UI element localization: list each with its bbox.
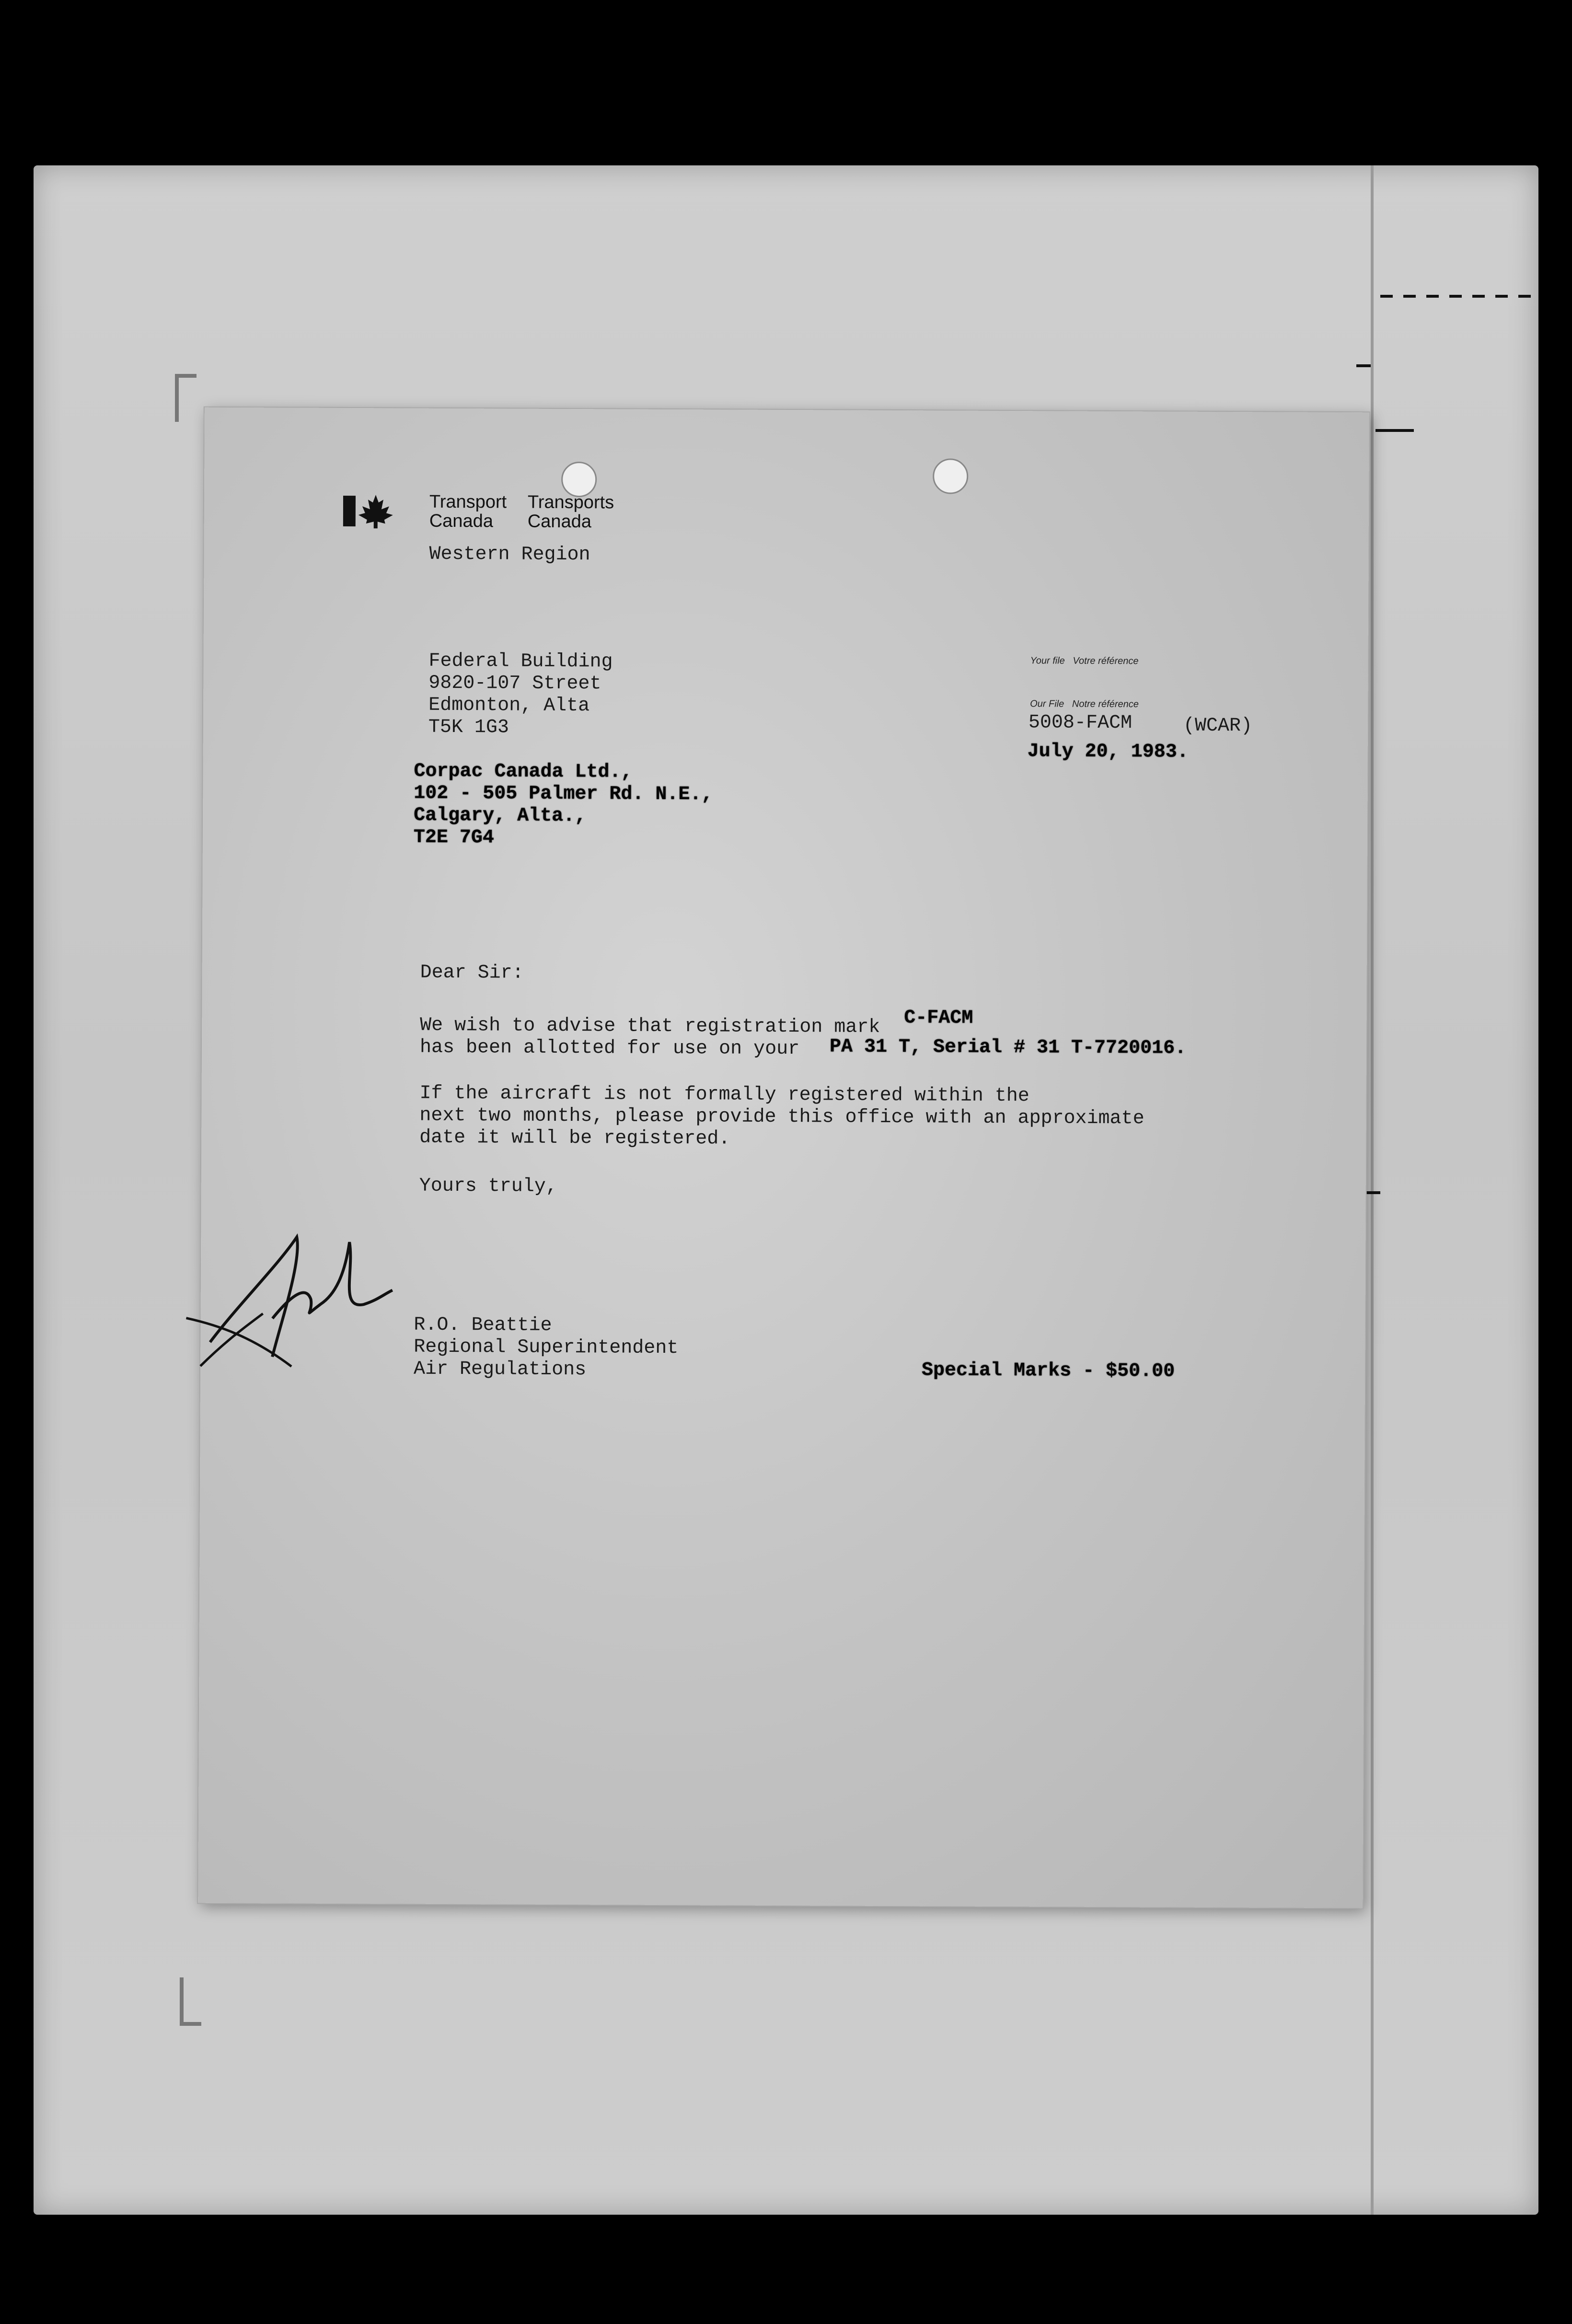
punch-hole xyxy=(933,458,968,494)
margin-tick xyxy=(1356,364,1371,367)
recipient-address-line: Calgary, Alta., xyxy=(414,804,587,827)
signatory-title-line1: Regional Superintendent xyxy=(414,1336,679,1360)
letter-page xyxy=(198,407,1369,1908)
handwritten-signature xyxy=(181,1222,402,1382)
paragraph2-line1: If the aircraft is not formally registered within the xyxy=(419,1082,1029,1107)
department-name-fr xyxy=(528,493,614,532)
letter-date: July 20, 1983. xyxy=(1027,741,1189,763)
scan-frame-edge xyxy=(1371,165,1374,2215)
sender-address-line: T5K 1G3 xyxy=(428,716,509,739)
closing: Yours truly, xyxy=(419,1175,557,1197)
paragraph1-line2: has been allotted for use on your xyxy=(419,1036,800,1060)
office-code: (WCAR) xyxy=(1183,715,1253,737)
margin-tick xyxy=(1366,1191,1380,1194)
department-fr-line1: Transports xyxy=(527,492,614,513)
recipient-address-line: T2E 7G4 xyxy=(413,826,495,849)
department-name-en xyxy=(429,492,507,531)
corner-bracket xyxy=(175,374,179,422)
corner-bracket xyxy=(180,2022,201,2026)
paragraph1-line1: We wish to advise that registration mark xyxy=(420,1014,880,1038)
arrow-mark xyxy=(1376,429,1414,432)
region-name: Western Region xyxy=(429,543,590,566)
department-en-line1: Transport xyxy=(429,491,507,512)
salutation: Dear Sir: xyxy=(420,962,524,984)
recipient-address-line: Corpac Canada Ltd., xyxy=(414,760,633,783)
our-file-label: Our File Notre référence xyxy=(1030,698,1139,710)
recipient-address-line: 102 - 505 Palmer Rd. N.E., xyxy=(414,782,713,806)
aircraft-type-serial: PA 31 T, Serial # 31 T-7720016. xyxy=(829,1036,1187,1059)
canada-flag-logo xyxy=(343,492,396,530)
signatory-title-line2: Air Regulations xyxy=(413,1358,587,1381)
sender-address-line: 9820-107 Street xyxy=(428,672,601,695)
department-fr-line2: Canada xyxy=(527,511,592,532)
margin-dash-mark xyxy=(1380,295,1534,298)
sender-address-line: Federal Building xyxy=(428,650,613,673)
corner-bracket xyxy=(175,374,196,378)
department-en-line2: Canada xyxy=(429,511,494,532)
registration-mark: C-FACM xyxy=(904,1007,973,1029)
signatory-name: R.O. Beattie xyxy=(414,1314,552,1336)
paragraph2-line2: next two months, please provide this office with an approximate xyxy=(419,1104,1144,1130)
paragraph2-line3: date it will be registered. xyxy=(419,1127,730,1150)
your-file-label: Your file Votre référence xyxy=(1030,655,1139,667)
corner-bracket xyxy=(180,1977,184,2025)
special-marks-fee: Special Marks - $50.00 xyxy=(921,1360,1175,1383)
sender-address-line: Edmonton, Alta xyxy=(428,694,590,717)
our-file-number: 5008-FACM xyxy=(1028,712,1133,734)
